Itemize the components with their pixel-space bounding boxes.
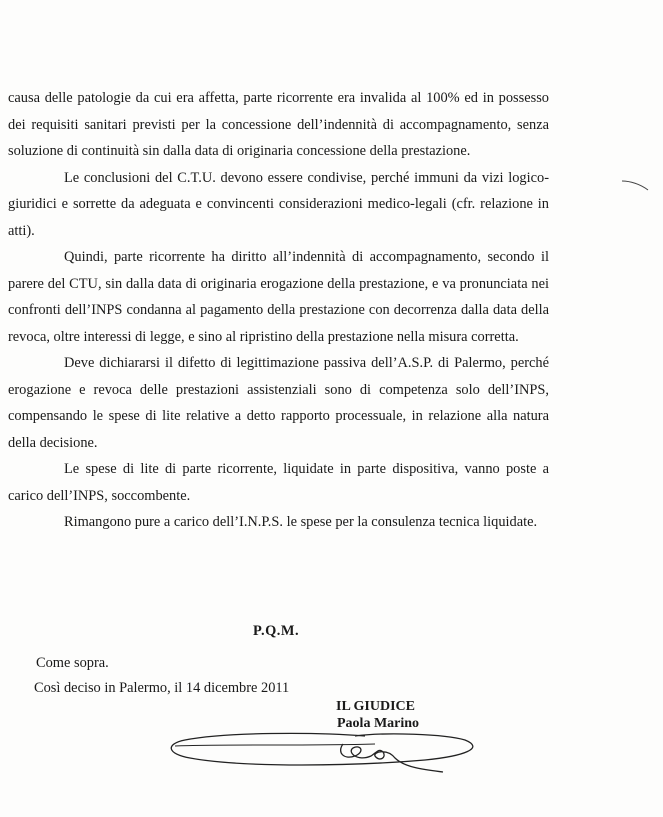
closing-come-sopra: Come sopra. xyxy=(36,655,109,671)
closing-block xyxy=(36,651,289,701)
margin-pen-mark xyxy=(620,178,650,192)
paragraph-conclusioni-ctu: Le conclusioni del C.T.U. devono essere condivise, perché immuni da vizi logico-giuridici e sorrette da adeguata e convincenti considerazioni medico-legali (cfr. relazione in atti). xyxy=(8,169,549,239)
paragraph-difetto-legittimazione: Deve dichiararsi il difetto di legittimazione passiva dell’A.S.P. di Palermo, perché erogazione e revoca delle prestazioni assistenziali sono di competenza solo dell’INPS, compensando le spese di lite relative a detto rapporto processuale, in relazione alla natura della decisione. xyxy=(8,355,549,451)
handwritten-signature xyxy=(165,722,495,782)
paragraph-consulenza-tecnica: Rimangono pure a carico dell’I.N.P.S. le spese per la consulenza tecnica liquidate. xyxy=(64,514,538,530)
paragraph-diritto-indennita: Quindi, parte ricorrente ha diritto all’indennità di accompagnamento, secondo il parere del CTU, sin dalla data di originaria erogazione della prestazione, e va pronunciata nei confronti dell’INPS condanna al pagamento della prestazione con decorrenza dalla data della revoca, oltre interessi di legge, e sino al ripristino della prestazione nella misura corretta. xyxy=(8,249,549,345)
judge-name: Paola Marino xyxy=(337,716,420,731)
pqm-heading: P.Q.M. xyxy=(253,623,300,639)
paragraph-spese-lite: Le spese di lite di parte ricorrente, liquidate in parte dispositiva, vanno poste a carico dell’INPS, soccombente. xyxy=(8,461,549,504)
judge-title: IL GIUDICE xyxy=(336,699,415,714)
paragraph-patologie: causa delle patologie da cui era affetta, parte ricorrente era invalida al 100% ed in possesso dei requisiti sanitari previsti per la concessione dell’indennità di accompagnamento, senza soluzione di continuità sin dalla data di originaria concessione della prestazione. xyxy=(8,90,549,159)
document-body xyxy=(8,85,549,536)
closing-deciso: Così deciso in Palermo, il 14 dicembre 2011 xyxy=(34,680,290,696)
